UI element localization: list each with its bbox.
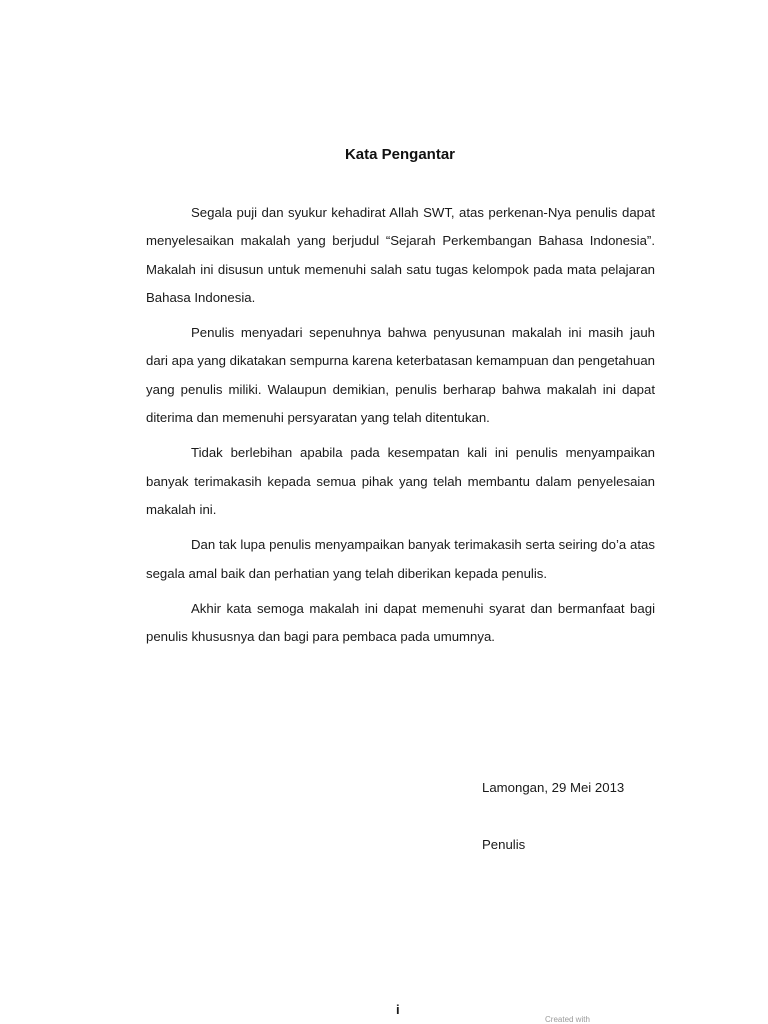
paragraph-1: Segala puji dan syukur kehadirat Allah SWT, atas perkenan-Nya penulis dapat menyelesaikan makalah yang berjudul “Sejarah Perkembangan Bahasa Indonesia”. Makalah ini disusun untuk memenuhi salah satu tugas kelompok pada mata pelajaran Bahasa Indonesia. bbox=[146, 205, 655, 305]
watermark-text: Created with bbox=[545, 1015, 590, 1024]
signer: Penulis bbox=[482, 837, 526, 852]
paragraph-3: Tidak berlebihan apabila pada kesempatan kali ini penulis menyampaikan banyak terimakasih kepada semua pihak yang telah membantu dalam penyelesaian makalah ini. bbox=[146, 445, 655, 517]
paragraph-4: Dan tak lupa penulis menyampaikan banyak terimakasih serta seiring do’a atas segala amal baik dan perhatian yang telah diberikan kepada penulis. bbox=[146, 537, 655, 581]
page-title: Kata Pengantar bbox=[344, 146, 456, 163]
page-number: i bbox=[396, 1002, 400, 1017]
paragraph-5: Akhir kata semoga makalah ini dapat memenuhi syarat dan bermanfaat bagi penulis khususnya dan bagi para pembaca pada umumnya. bbox=[146, 600, 655, 645]
paragraph-2: Penulis menyadari sepenuhnya bahwa penyusunan makalah ini masih jauh dari apa yang dikatakan sempurna karena keterbatasan kemampuan dan pengetahuan yang penulis miliki. Walaupun demikian, penulis berharap bahwa makalah ini dapat diterima dan memenuhi persyaratan yang telah ditentukan. bbox=[146, 325, 655, 426]
place-date: Lamongan, 29 Mei 2013 bbox=[482, 780, 625, 795]
body-text bbox=[146, 199, 655, 658]
